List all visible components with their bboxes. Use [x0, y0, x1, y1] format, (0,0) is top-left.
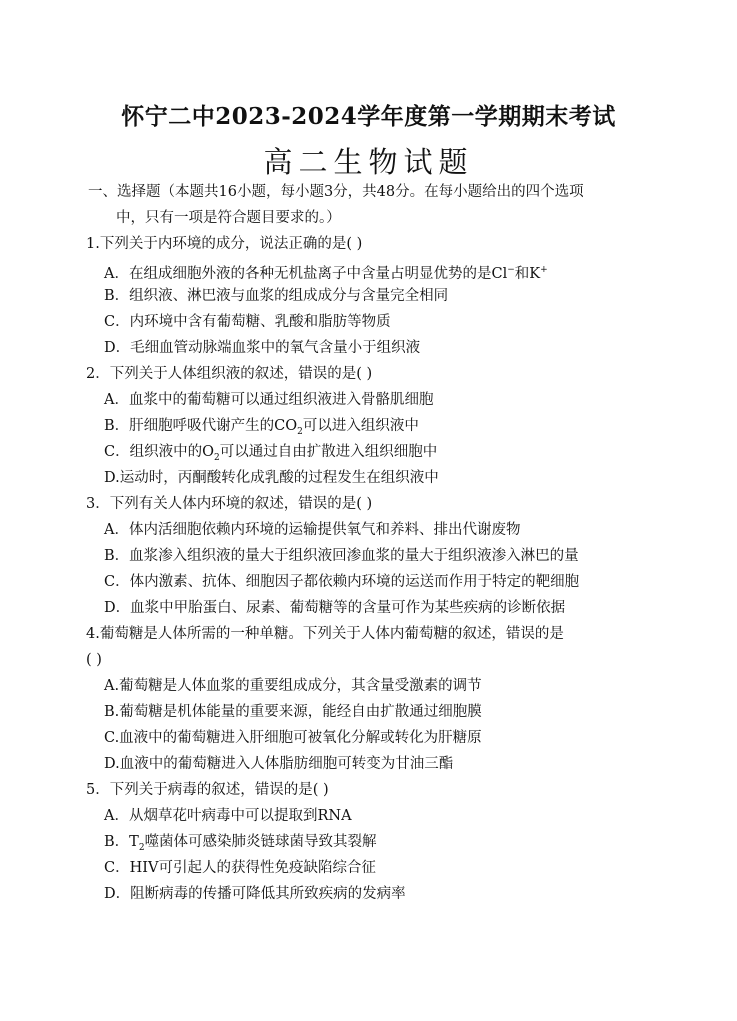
question-1-stem: 1.下列关于内环境的成分，说法正确的是( )	[86, 236, 363, 252]
question-4-stem-blank: ( )	[86, 652, 102, 668]
question-1-option-c: C．内环境中含有葡萄糖、乳酸和脂肪等物质	[104, 314, 391, 330]
section-instructions-line2: 中，只有一项是符合题目要求的。）	[116, 210, 341, 226]
question-2-option-a: A．血浆中的葡萄糖可以通过组织液进入骨骼肌细胞	[104, 392, 434, 408]
question-1-option-a: A．在组成细胞外液的各种无机盐离子中含量占明显优势的是Cl−和K+	[104, 265, 548, 282]
question-4-option-a: A.葡萄糖是人体血浆的重要组成成分，其含量受激素的调节	[104, 678, 482, 694]
question-3-option-c: C．体内激素、抗体、细胞因子都依赖内环境的运送而作用于特定的靶细胞	[104, 574, 580, 590]
question-2-option-c: C．组织液中的$O_2$可以通过自由扩散进入组织细胞中	[104, 444, 438, 463]
question-2-option-d: D.运动时，丙酮酸转化成乳酸的过程发生在组织液中	[104, 470, 439, 486]
question-5-option-c: C．HIV可引起人的获得性免疫缺陷综合征	[104, 860, 376, 876]
question-3-option-a: A．体内活细胞依赖内环境的运输提供氧气和养料、排出代谢废物	[104, 522, 521, 538]
question-2-option-b: B．肝细胞呼吸代谢产生的$CO_2$可以进入组织液中	[104, 418, 419, 437]
exam-title: 怀宁二中2023-2024学年度第一学期期末考试	[121, 103, 616, 130]
question-5-option-d: D．阻断病毒的传播可降低其所致疾病的发病率	[104, 886, 406, 902]
question-3-stem: 3．下列有关人体内环境的叙述，错误的是( )	[86, 496, 373, 512]
question-5-stem: 5．下列关于病毒的叙述，错误的是( )	[86, 782, 329, 798]
question-4-stem: 4.葡萄糖是人体所需的一种单糖。下列关于人体内葡萄糖的叙述，错误的是	[86, 626, 564, 642]
question-5-option-b: B．$T_2$噬菌体可感染肺炎链球菌导致其裂解	[104, 834, 377, 853]
question-2-stem: 2．下列关于人体组织液的叙述，错误的是( )	[86, 366, 373, 382]
question-1-option-d: D．毛细血管动脉端血浆中的氧气含量小于组织液	[104, 340, 421, 356]
question-1-option-b: B．组织液、淋巴液与血浆的组成成分与含量完全相同	[104, 288, 449, 304]
question-4-option-b: B.葡萄糖是机体能量的重要来源，能经自由扩散通过细胞膜	[104, 704, 482, 720]
question-3-option-d: D．血浆中甲胎蛋白、尿素、葡萄糖等的含量可作为某些疾病的诊断依据	[104, 600, 566, 616]
question-4-option-d: D.血液中的葡萄糖进入人体脂肪细胞可转变为甘油三酯	[104, 756, 454, 772]
exam-subtitle: 高二生物试题	[263, 145, 474, 179]
question-5-option-a: A．从烟草花叶病毒中可以提取到RNA	[104, 808, 352, 824]
question-4-option-c: C.血液中的葡萄糖进入肝细胞可被氧化分解或转化为肝糖原	[104, 730, 482, 746]
section-instructions-line1: 一、选择题（本题共16小题，每小题3分，共48分。在每小题给出的四个选项	[88, 184, 584, 200]
question-3-option-b: B．血浆渗入组织液的量大于组织液回渗血浆的量大于组织液渗入淋巴的量	[104, 548, 579, 564]
